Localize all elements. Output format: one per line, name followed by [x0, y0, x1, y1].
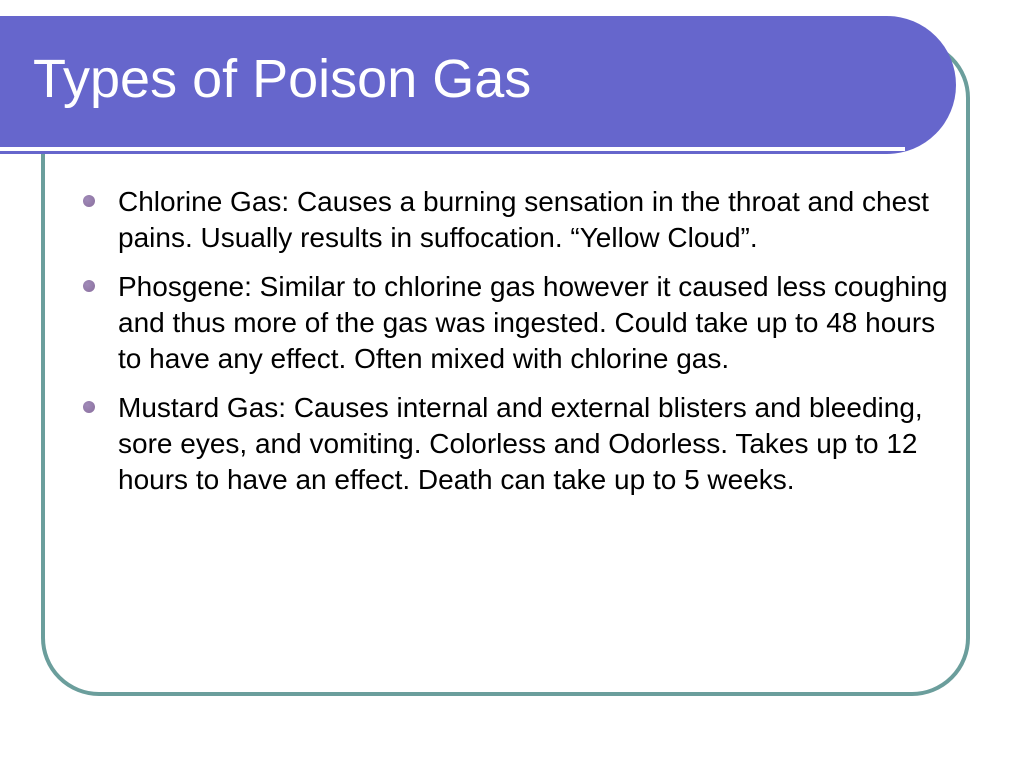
bullet-list [78, 184, 948, 511]
bullet-dot-icon [83, 401, 95, 413]
slide-title: Types of Poison Gas [33, 49, 532, 109]
bullet-text: Chlorine Gas: Causes a burning sensation in the throat and chest pains. Usually results in suffocation. “Yellow Cloud”. [118, 186, 929, 253]
bullet-dot-icon [83, 280, 95, 292]
title-underline [0, 147, 905, 151]
bullet-text: Phosgene: Similar to chlorine gas however it caused less coughing and thus more of the gas was ingested. Could take up to 48 hours to have any effect. Often mixed with chlorine gas. [118, 271, 948, 374]
bullet-item-mustard [78, 390, 948, 498]
bullet-dot-icon [83, 195, 95, 207]
bullet-item-phosgene [78, 269, 948, 377]
bullet-text: Mustard Gas: Causes internal and external blisters and bleeding, sore eyes, and vomiting. Colorless and Odorless. Takes up to 12 hours to have an effect. Death can take up to 5 weeks. [118, 392, 923, 495]
bullet-item-chlorine [78, 184, 948, 256]
